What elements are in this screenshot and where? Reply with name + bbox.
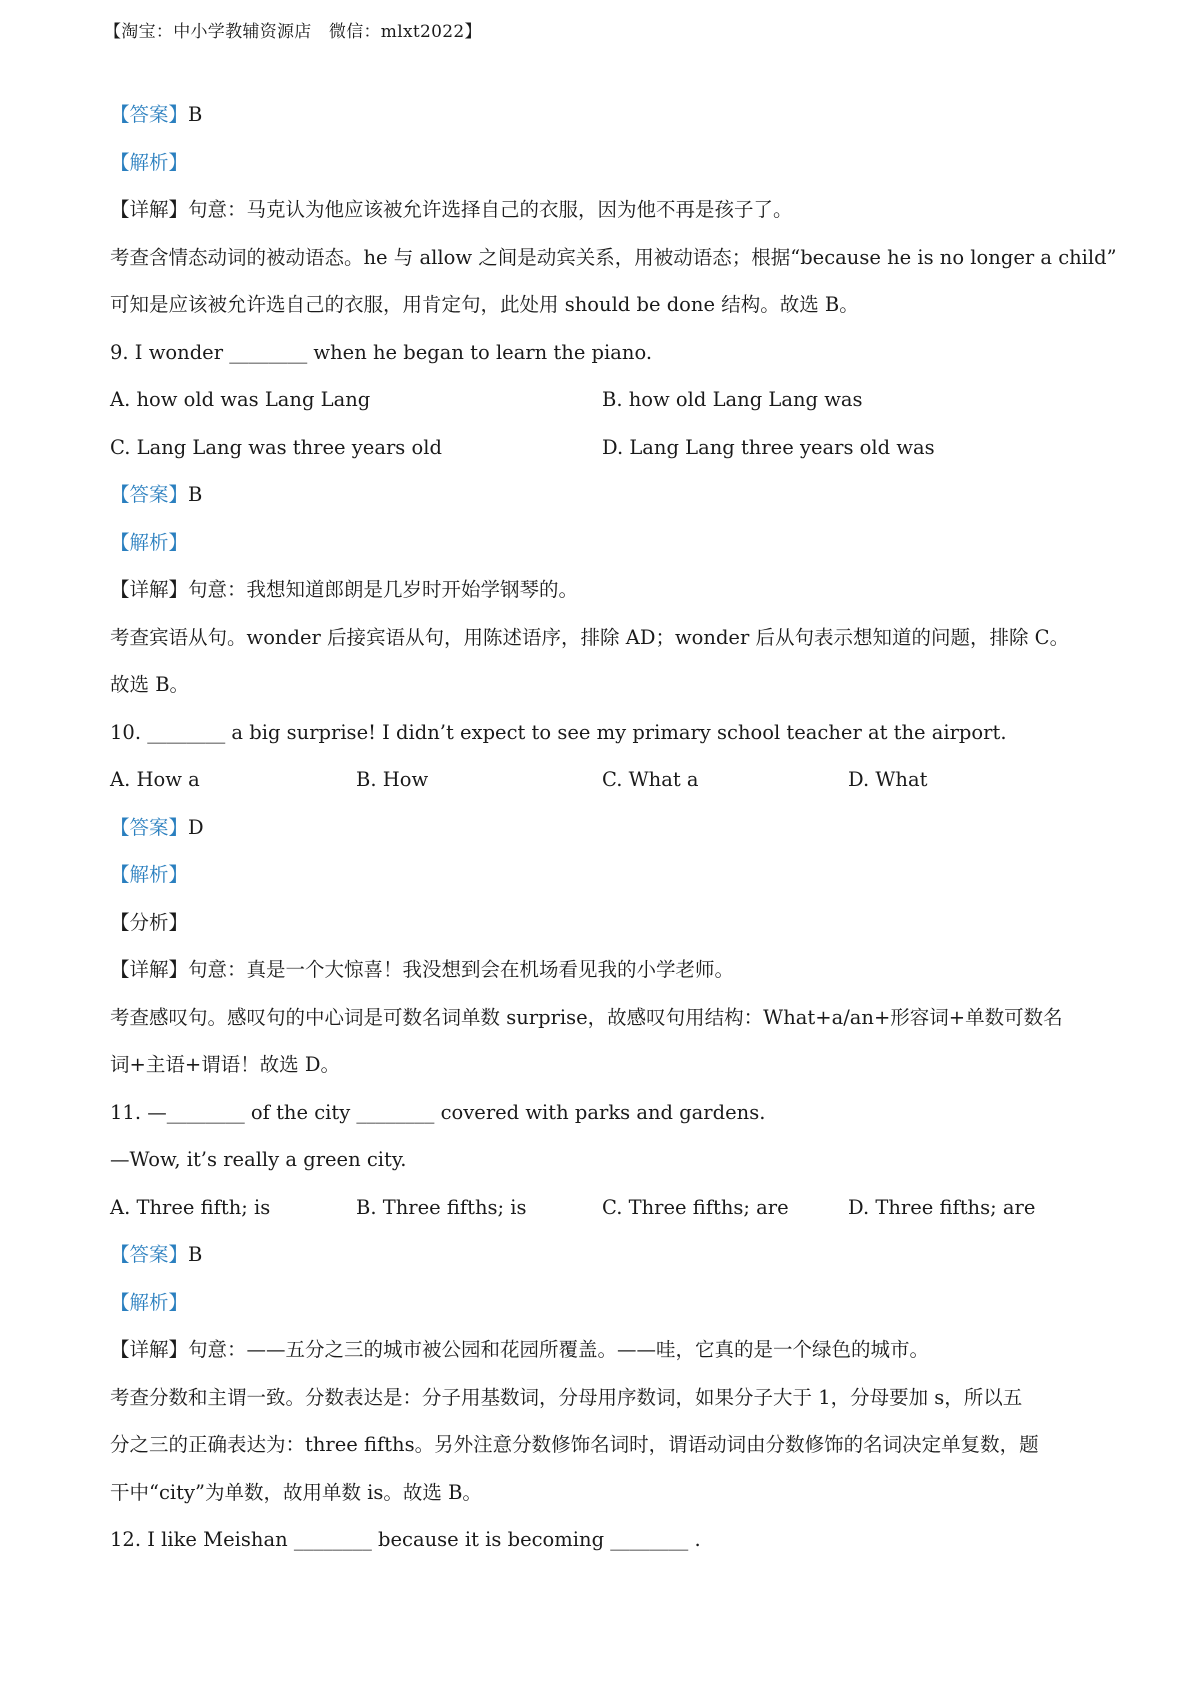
- q11-detail-line: [110, 1326, 1110, 1374]
- q11-explanation-1: 考查分数和主谓一致。分数表达是：分子用基数词，分母用序数词，如果分子大于 1，分母要加 s，所以五: [110, 1385, 1023, 1409]
- q9-option-d: D. Lang Lang three years old was: [602, 435, 935, 459]
- detail-tag: 【详解】: [110, 578, 189, 601]
- q11-option-a: A. Three fifth; is: [110, 1195, 271, 1219]
- q10-analysis-line: [110, 851, 1110, 899]
- q9-detail: 句意：我想知道郎朗是几岁时开始学钢琴的。: [188, 578, 579, 601]
- q11-answer: B: [188, 1243, 203, 1266]
- q10-answer: D: [188, 815, 204, 839]
- q9-explanation-2: 故选 B。: [110, 673, 190, 696]
- answer-tag: 【答案】: [110, 815, 189, 839]
- detail-tag: 【详解】: [110, 958, 189, 981]
- q9-analysis-line: [110, 519, 1110, 567]
- q11-stem-reply: —Wow, it’s really a green city.: [110, 1148, 407, 1171]
- q9-option-a: A. how old was Lang Lang: [110, 388, 371, 411]
- answer-tag: 【答案】: [110, 483, 189, 506]
- q10-detail: 句意：真是一个大惊喜！我没想到会在机场看见我的小学老师。: [188, 958, 735, 981]
- q11-options-row: [110, 1184, 1110, 1232]
- q10-options-row: [110, 756, 1110, 804]
- q9-stem: 9. I wonder ________ when he began to learn the piano.: [110, 340, 653, 364]
- analysis-tag: 【解析】: [110, 150, 189, 174]
- q10-explanation-2: 词+主语+谓语！故选 D。: [110, 1053, 341, 1076]
- q10-explanation-1: 考查感叹句。感叹句的中心词是可数名词单数 surprise，故感叹句用结构：What+a/an+形容词+单数可数名: [110, 1005, 1063, 1029]
- fenxi-tag: 【分析】: [110, 910, 189, 934]
- q8-analysis-line: [110, 139, 1110, 187]
- q9-explanation-1: 考查宾语从句。wonder 后接宾语从句，用陈述语序，排除 AD；wonder 后从句表示想知道的问题，排除 C。: [110, 625, 1070, 649]
- q8-answer-line: [110, 91, 1110, 139]
- q8-detail-line: [110, 186, 1110, 234]
- q10-fenxi-line: [110, 899, 1110, 947]
- q9-options-row-2: [110, 424, 1110, 472]
- q9-option-b: B. how old Lang Lang was: [602, 388, 863, 411]
- analysis-tag: 【解析】: [110, 1290, 189, 1314]
- q11-answer-line: [110, 1231, 1110, 1279]
- q10-option-c: C. What a: [602, 768, 699, 791]
- q9-options-row-1: [110, 376, 1110, 424]
- q9-answer-line: [110, 471, 1110, 519]
- q11-stem: 11. —________ of the city ________ covered with parks and gardens.: [110, 1100, 766, 1124]
- q9-option-c: C. Lang Lang was three years old: [110, 435, 442, 459]
- q8-answer: B: [188, 103, 203, 126]
- q10-detail-line: [110, 946, 1110, 994]
- analysis-tag: 【解析】: [110, 530, 189, 554]
- answer-tag: 【答案】: [110, 103, 189, 126]
- document-body: [110, 91, 1117, 1564]
- q9-answer: B: [188, 483, 203, 506]
- detail-tag: 【详解】: [110, 1338, 189, 1361]
- q11-explanation-3: 干中“city”为单数，故用单数 is。故选 B。: [110, 1480, 482, 1504]
- analysis-tag: 【解析】: [110, 863, 189, 886]
- q11-option-b: B. Three fifths; is: [356, 1195, 527, 1219]
- page-header: 【淘宝：中小学教辅资源店 微信：mlxt2022】: [104, 22, 482, 42]
- q8-explanation-1: 考查含情态动词的被动语态。he 与 allow 之间是动宾关系，用被动语态；根据“because he is no longer a child”: [110, 245, 1117, 269]
- q11-explanation-2: 分之三的正确表达为：three fifths。另外注意分数修饰名词时，谓语动词由分数修饰的名词决定单复数，题: [110, 1433, 1039, 1456]
- q11-detail: 句意：——五分之三的城市被公园和花园所覆盖。——哇，它真的是一个绿色的城市。: [188, 1338, 930, 1361]
- q10-option-d: D. What: [848, 768, 928, 791]
- q11-analysis-line: [110, 1279, 1110, 1327]
- q10-option-b: B. How: [356, 768, 429, 791]
- q11-option-c: C. Three fifths; are: [602, 1195, 789, 1219]
- q11-option-d: D. Three fifths; are: [848, 1195, 1036, 1219]
- q10-option-a: A. How a: [110, 768, 200, 791]
- q8-detail: 句意：马克认为他应该被允许选择自己的衣服，因为他不再是孩子了。: [188, 198, 793, 221]
- answer-tag: 【答案】: [110, 1243, 189, 1266]
- q10-stem: 10. ________ a big surprise! I didn’t expect to see my primary school teacher at the airport.: [110, 720, 1007, 744]
- q9-detail-line: [110, 566, 1110, 614]
- q12-stem: 12. I like Meishan ________ because it is becoming ________ .: [110, 1528, 701, 1551]
- detail-tag: 【详解】: [110, 198, 189, 221]
- q8-explanation-2: 可知是应该被允许选自己的衣服，用肯定句，此处用 should be done 结构。故选 B。: [110, 293, 859, 316]
- q10-answer-line: [110, 804, 1110, 852]
